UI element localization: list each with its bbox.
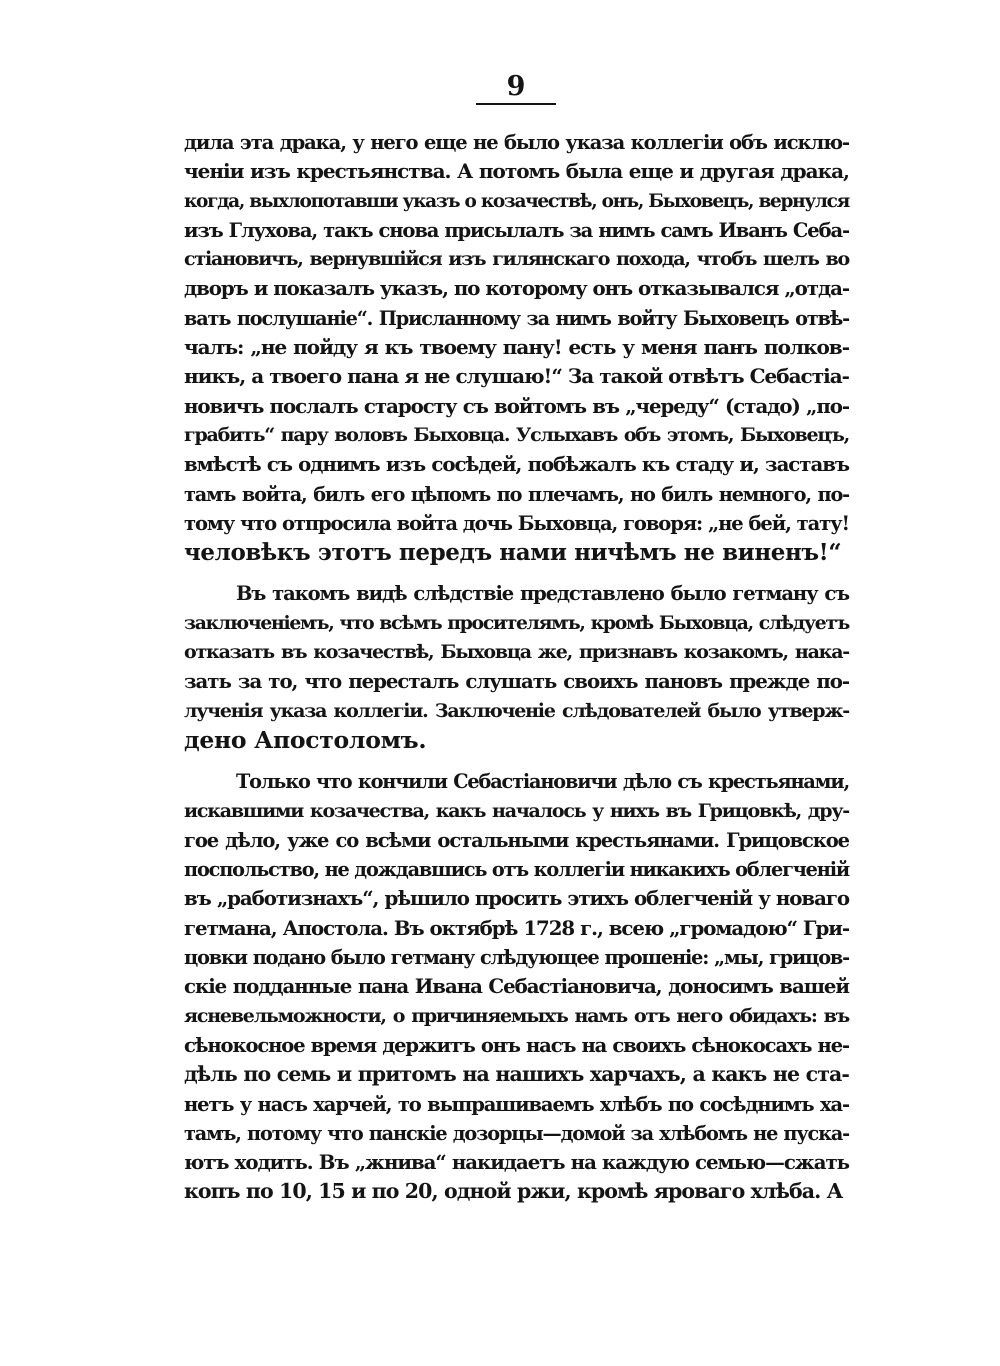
text-line: вать послушанiе“. Присланному за нимъ войту Быховецъ отвѣ- — [184, 306, 849, 330]
text-line: стiановичъ, вернувшiйся изъ гилянскаго похода, чтобъ шелъ во — [184, 248, 849, 271]
text-column — [184, 128, 849, 1219]
text-line: тамъ, потому что панскiе дозорцы—домой за хлѣбомъ не пуска- — [184, 1121, 849, 1145]
page-number-rule — [476, 103, 556, 105]
text-line: когда, выхлопотавши указъ о козачествѣ, онъ, Быховецъ, вернулся — [184, 190, 849, 212]
text-line: скiе подданные пана Ивана Себастiановича, доносимъ вашей — [184, 974, 849, 999]
text-line: цовки подано было гетману слѣдующее прошенiе: „мы, грицов- — [184, 946, 849, 970]
text-line: дѣль по семь и притомъ на нашихъ харчахъ, а какъ не ста- — [184, 1062, 849, 1087]
page-number: 9 — [506, 71, 526, 102]
text-line: въ „работизнахъ“, рѣшило просить этихъ облегченiй у новаго — [184, 886, 849, 911]
text-line: дворъ и показалъ указъ, по которому онъ отказывался „отда- — [184, 276, 849, 301]
text-line: заключенiемъ, что всѣмъ просителямъ, кромѣ Быховца, слѣдуетъ — [184, 611, 849, 634]
text-line: тому что отпросила войта дочь Быховца, говоря: „не бей, тату! — [184, 511, 849, 535]
text-line: грабить“ пару воловъ Быховца. Услыхавъ объ этомъ, Быховецъ, — [184, 423, 849, 446]
text-line: Только что кончили Себастiановичи дѣло съ крестьянами, — [236, 770, 849, 794]
text-line: отказать въ козачествѣ, Быховца же, признавъ козакомъ, нака- — [184, 641, 849, 664]
text-line: человѣкъ этотъ передъ нами ничѣмъ не виненъ!“ — [184, 539, 842, 567]
text-line: искавшими козачества, какъ началось у нихъ въ Грицовкѣ, дру- — [184, 799, 849, 822]
text-line: тамъ войта, билъ его цѣпомъ по плечамъ, но билъ немного, по- — [184, 482, 849, 506]
text-line: дено Апостоломъ. — [184, 725, 427, 754]
text-line: гое дѣло, уже со всѣми остальными крестьянами. Грицовское — [184, 828, 849, 852]
text-line: ясневельможности, о причиняемыхъ намъ отъ него обидахъ: въ — [184, 1004, 849, 1027]
text-line: копъ по 10, 15 и по 20, одной ржи, кромѣ яроваго хлѣба. А — [184, 1179, 843, 1204]
text-line: чалъ: „не пойду я къ твоему пану! есть у меня панъ полков- — [184, 335, 849, 360]
text-line: гетмана, Апостола. Въ октябрѣ 1728 г., всею „громадою“ Гри- — [184, 915, 849, 940]
text-line: дила эта драка, у него еще не было указа коллегiи объ исклю- — [184, 131, 849, 154]
text-line: зать за то, что пересталъ слушать своихъ пановъ прежде по- — [184, 669, 849, 694]
text-line: новичъ послалъ старосту съ войтомъ въ „череду“ (стадо) „по- — [184, 393, 849, 418]
text-line: вмѣстѣ съ однимъ изъ сосѣдей, побѣжалъ къ стаду и, заставъ — [184, 452, 849, 477]
text-line: сѣнокосное время держитъ онъ насъ на своихъ сѣнокосахъ не- — [184, 1033, 849, 1057]
text-line: изъ Глухова, такъ снова присылалъ за нимъ самъ Иванъ Себа- — [184, 218, 849, 242]
paragraph — [184, 767, 849, 1206]
text-line: никъ, а твоего пана я не слушаю!“ За такой отвѣтъ Себастiа- — [184, 364, 849, 389]
text-line: лученiя указа коллегiи. Заключенiе слѣдователей было утверж- — [184, 699, 849, 722]
text-line: нетъ у насъ харчей, то выпрашиваемъ хлѣбъ по сосѣднимъ ха- — [184, 1092, 849, 1116]
text-line: Въ такомъ видѣ слѣдствiе представлено было гетману съ — [236, 582, 849, 606]
text-line: поспольство, не дождавшись отъ коллегiи никакихъ облегченiй — [184, 858, 849, 882]
paragraph — [184, 128, 849, 567]
text-line: ченiи изъ крестьянства. А потомъ была еще и другая драка, — [184, 159, 849, 184]
text-line: ютъ ходить. Въ „жнива“ накидаетъ на каждую семью—сжать — [184, 1150, 849, 1175]
paragraph — [184, 579, 849, 755]
